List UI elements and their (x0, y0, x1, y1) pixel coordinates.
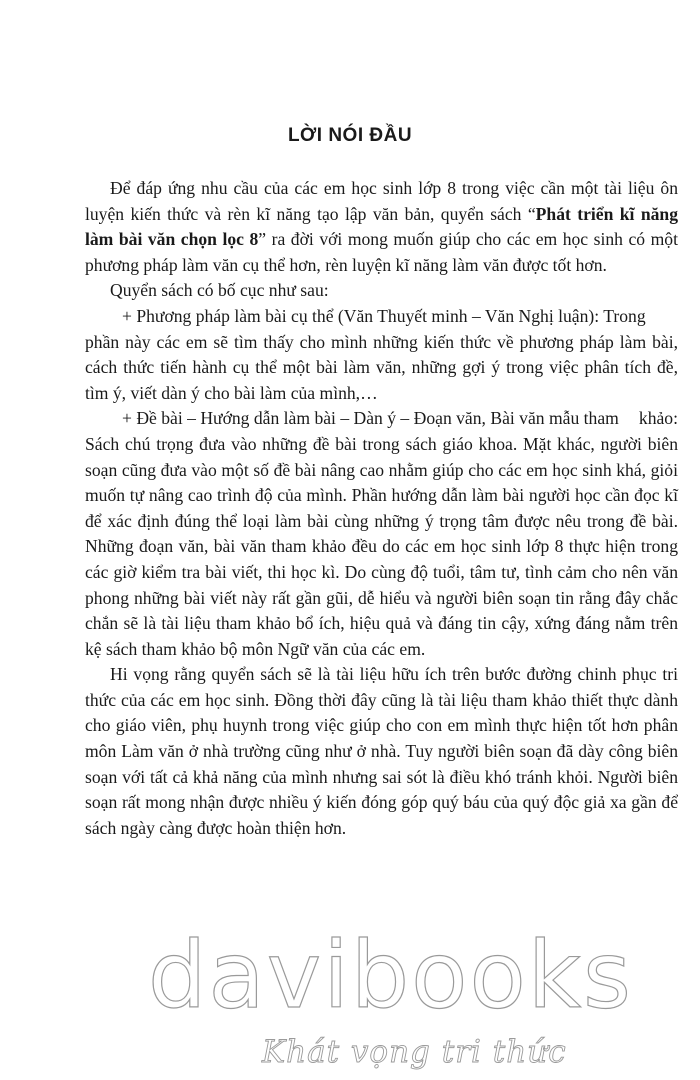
bullet-2-rest: khảo: Sách chú trọng đưa vào những đề bài trong sách giáo khoa. Mặt khác, người biên soạn cũng đưa vào một số đề bài nâng cao nhằm giúp cho các em học sinh khá, giỏi muốn tự nâng cao trình độ của mình. Phần hướng dẫn làm bài người học cần đọc kĩ để xác định đúng thể loại làm bài cùng những ý trọng tâm được nêu trong đề bài. Những đoạn văn, bài văn tham khảo đều do các em học sinh lớp 8 thực hiện trong các giờ kiểm tra bài viết, thi học kì. Do cùng độ tuổi, tâm tư, tình cảm cho nên văn phong những bài viết này rất gần gũi, dễ hiểu và người biên soạn tin rằng đây chắc chắn sẽ là tài liệu tham khảo bổ ích, hiệu quả và đáng tin cậy, xứng đáng nằm trên kệ sách tham khảo bộ môn Ngữ văn của các em. (85, 408, 678, 659)
book-title: Phát triển kĩ năng làm bài văn chọn lọc 8 (85, 203, 678, 250)
preface-body (85, 176, 678, 841)
intro-text-before: Để đáp ứng nhu cầu của các em học sinh lớp 8 trong việc cần một tài liệu ôn luyện kiến thức và rèn kĩ năng tạo lập văn bản, quyển sách “ (85, 178, 678, 224)
bullet-1-head: + Phương pháp làm bài cụ thể (Văn Thuyết minh – Văn Nghị luận): Trong (122, 305, 646, 326)
bullet-1-rest: phần này các em sẽ tìm thấy cho mình những kiến thức về phương pháp làm bài, cách thức tiến hành cụ thể một bài làm văn, những gợi ý trong việc phân tích đề, tìm ý, viết dàn ý cho bài làm của mình,… (85, 331, 678, 403)
page-title: LỜI NÓI ĐẦU (287, 125, 413, 146)
watermark-slogan: Khát vọng tri thức (262, 1034, 567, 1070)
layout-intro-paragraph: Quyển sách có bố cục như sau: (110, 280, 329, 301)
bullet-item-method (85, 304, 678, 406)
intro-text-after: ” ra đời với mong muốn giúp cho các em học sinh có một phương pháp làm văn cụ thể hơn, rèn luyện kĩ năng làm văn được tốt hơn. (85, 229, 678, 275)
closing-paragraph: Hi vọng rằng quyển sách sẽ là tài liệu hữu ích trên bước đường chinh phục tri thức của các em học sinh. Đồng thời đây cũng là tài liệu tham khảo thiết thực dành cho giáo viên, phụ huynh trong việc giúp cho con em mình thực hiện tốt hơn phân môn Làm văn ở nhà trường cũng như ở nhà. Tuy người biên soạn đã dày công biên soạn với tất cả khả năng của mình nhưng sai sót là điều khó tránh khỏi. Người biên soạn rất mong nhận được nhiều ý kiến đóng góp quý báu của quý độc giả xa gần để sách ngày càng được hoàn thiện hơn. (85, 664, 678, 838)
intro-paragraph (85, 176, 678, 278)
bullet-item-exercises (85, 406, 678, 662)
watermark-brand-logo: davibooks (148, 922, 633, 1029)
bullet-2-head: + Đề bài – Hướng dẫn làm bài – Dàn ý – Đoạn văn, Bài văn mẫu tham (122, 408, 619, 429)
watermark (0, 922, 700, 1080)
